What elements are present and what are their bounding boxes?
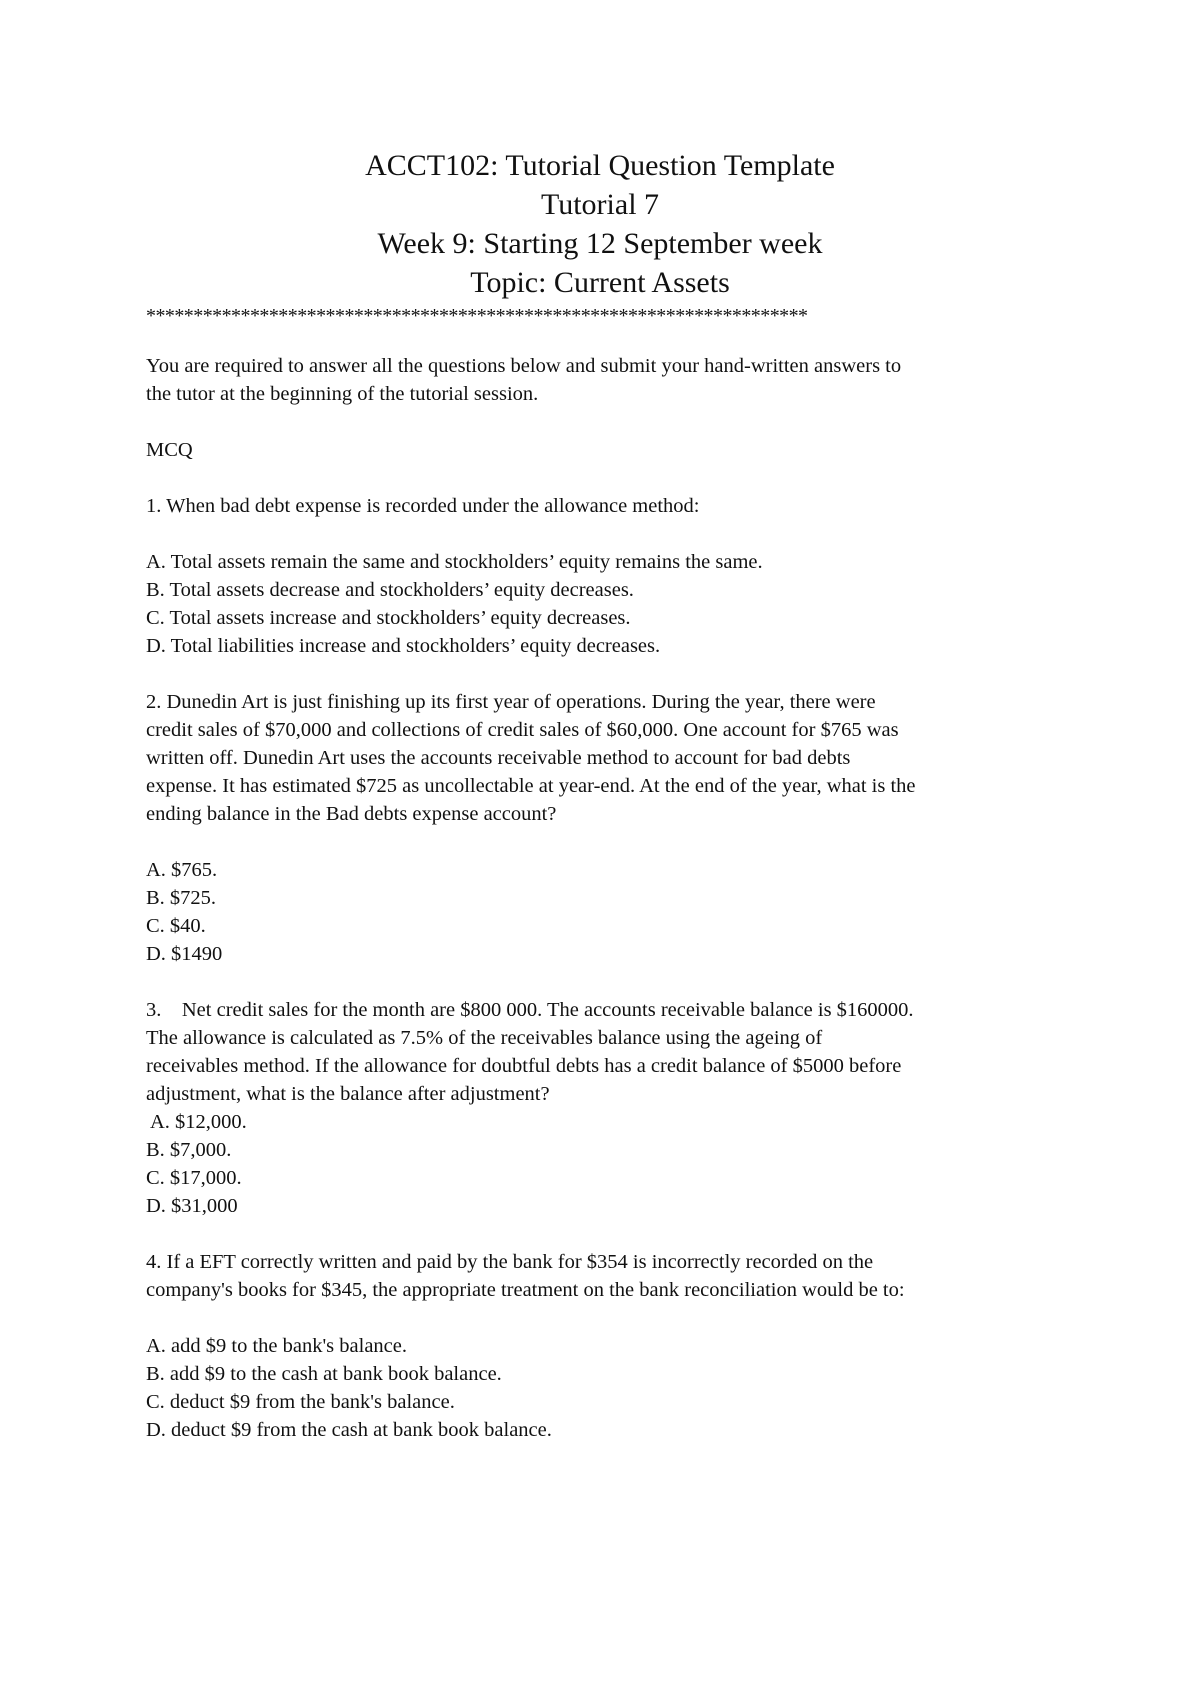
course-title: ACCT102: Tutorial Question Template (365, 149, 835, 182)
answer-option: B. $725. (146, 887, 217, 909)
answer-option: A. add $9 to the bank's balance. (146, 1335, 408, 1357)
answer-option: C. deduct $9 from the bank's balance. (146, 1391, 455, 1413)
document-header (0, 146, 1200, 302)
answer-option: B. $7,000. (146, 1139, 232, 1161)
instructions-line: You are required to answer all the questions below and submit your hand-written answers to (146, 355, 902, 377)
answer-options (146, 1332, 1066, 1444)
question-stem (146, 1248, 1066, 1304)
question-stem-line: The allowance is calculated as 7.5% of the receivables balance using the ageing of (146, 1027, 823, 1049)
question-stem-line: company's books for $345, the appropriate treatment on the bank reconciliation would be to: (146, 1279, 905, 1301)
question-stem-line: 2. Dunedin Art is just finishing up its first year of operations. During the year, there were (146, 691, 876, 713)
answer-option: D. deduct $9 from the cash at bank book balance. (146, 1419, 552, 1441)
answer-options (146, 548, 1066, 660)
question-stem-line: receivables method. If the allowance for doubtful debts has a credit balance of $5000 before (146, 1055, 902, 1077)
week-line: Week 9: Starting 12 September week (377, 227, 823, 260)
answer-option: A. $765. (146, 859, 218, 881)
question-4 (146, 1248, 1066, 1444)
answer-option: C. $40. (146, 915, 206, 937)
question-stem-line: adjustment, what is the balance after adjustment? (146, 1083, 550, 1105)
answer-option: B. add $9 to the cash at bank book balance. (146, 1363, 502, 1385)
question-stem (146, 688, 1066, 828)
topic-line: Topic: Current Assets (470, 266, 730, 299)
instructions (146, 352, 1066, 408)
instructions-line: the tutor at the beginning of the tutorial session. (146, 383, 539, 405)
question-stem-line: 3. Net credit sales for the month are $800 000. The accounts receivable balance is $160000. (146, 999, 914, 1021)
answer-option: B. Total assets decrease and stockholders’ equity decreases. (146, 579, 634, 601)
question-3 (146, 996, 1066, 1220)
question-2 (146, 688, 1066, 968)
question-stem-line: 1. When bad debt expense is recorded under the allowance method: (146, 495, 700, 517)
answer-options (146, 1108, 1066, 1220)
question-stem-line: ending balance in the Bad debts expense account? (146, 803, 557, 825)
asterisk-separator: ********************************************************************** (146, 305, 808, 327)
answer-option: D. $1490 (146, 943, 223, 965)
question-1 (146, 492, 1066, 660)
tutorial-number: Tutorial 7 (540, 188, 660, 221)
question-stem (146, 492, 1066, 520)
question-stem-line: written off. Dunedin Art uses the accounts receivable method to account for bad debts (146, 747, 851, 769)
answer-option: A. $12,000. (146, 1111, 247, 1133)
question-stem-line: 4. If a EFT correctly written and paid by the bank for $354 is incorrectly recorded on the (146, 1251, 874, 1273)
answer-option: D. Total liabilities increase and stockholders’ equity decreases. (146, 635, 661, 657)
document-body (146, 352, 1066, 1472)
answer-option: A. Total assets remain the same and stockholders’ equity remains the same. (146, 551, 763, 573)
section-label-mcq: MCQ (146, 439, 193, 461)
answer-options (146, 856, 1066, 968)
answer-option: D. $31,000 (146, 1195, 238, 1217)
question-stem-line: credit sales of $70,000 and collections of credit sales of $60,000. One account for $765 was (146, 719, 899, 741)
answer-option: C. $17,000. (146, 1167, 242, 1189)
question-stem (146, 996, 1066, 1108)
question-stem-line: expense. It has estimated $725 as uncollectable at year-end. At the end of the year, what is the (146, 775, 916, 797)
answer-option: C. Total assets increase and stockholders’ equity decreases. (146, 607, 631, 629)
